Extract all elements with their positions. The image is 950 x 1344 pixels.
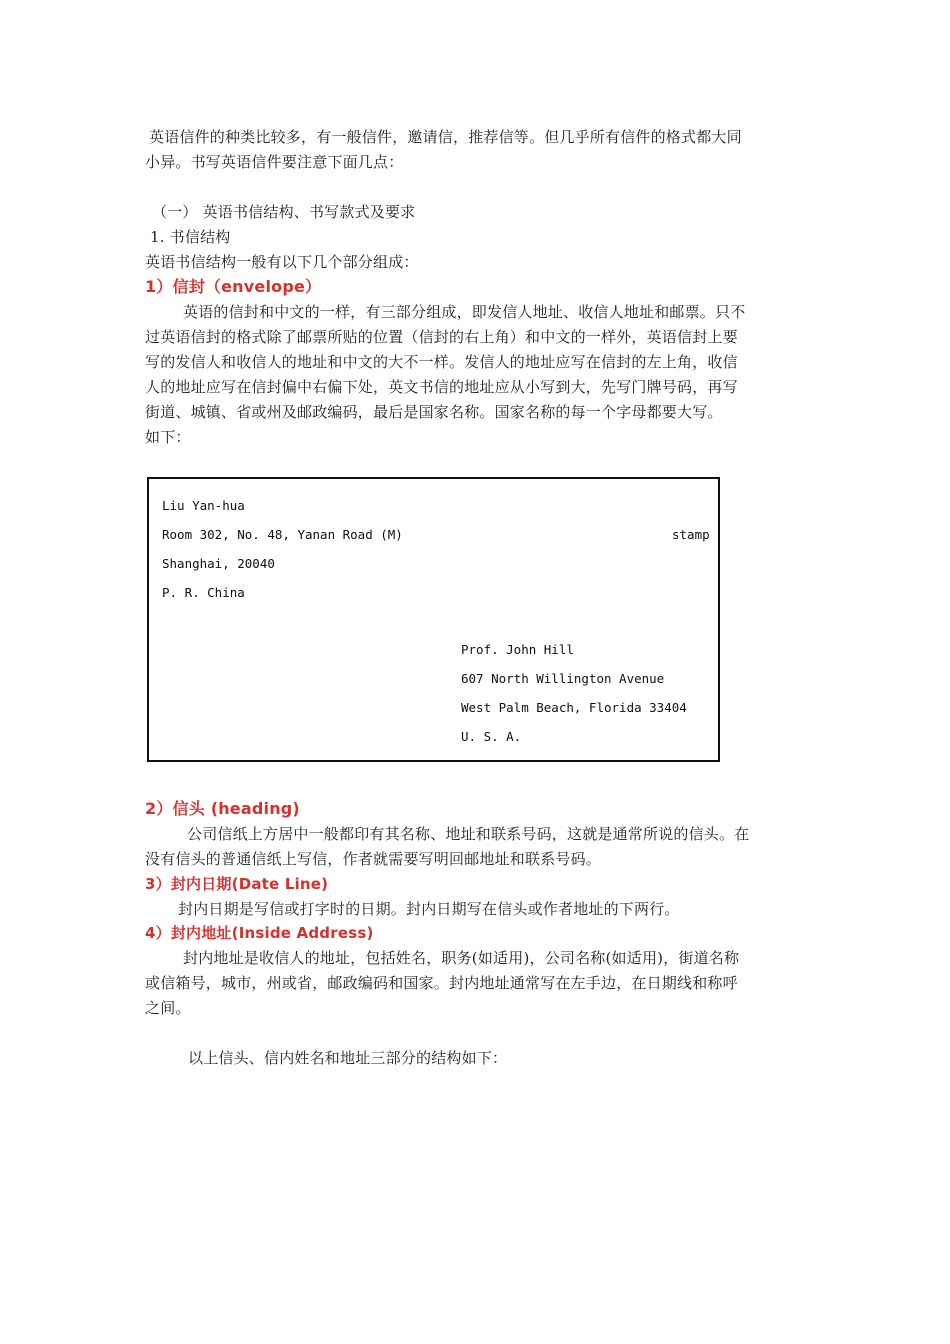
closing-line: 以上信头、信内姓名和地址三部分的结构如下： [188, 1049, 508, 1067]
recipient-street: 607 North Willington Avenue [461, 671, 665, 686]
stamp-label: stamp [672, 527, 710, 542]
envelope-paragraph-line: 写的发信人和收信人的地址和中文的大不一样。发信人的地址应写在信封的左上角，收信 [145, 353, 738, 371]
envelope-paragraph-line: 过英语信封的格式除了邮票所贴的位置（信封的右上角）和中文的一样外，英语信封上要 [145, 328, 738, 346]
recipient-name: Prof. John Hill [461, 642, 574, 657]
envelope-illustration [147, 477, 720, 762]
heading-paragraph-line: 公司信纸上方居中一般都印有其名称、地址和联系号码，这就是通常所说的信头。在 [187, 825, 750, 843]
envelope-paragraph-line: 人的地址应写在信封偏中右偏下处，英文书信的地址应从小写到大，先写门牌号码，再写 [145, 378, 738, 396]
intro-line-1: 英语信件的种类比较多，有一般信件，邀请信，推荐信等。但几乎所有信件的格式都大同 [149, 128, 742, 146]
sender-country: P. R. China [162, 585, 245, 600]
envelope-paragraph-line: 街道、城镇、省或州及邮政编码，最后是国家名称。国家名称的每一个字母都要大写。 [145, 403, 723, 421]
sender-name: Liu Yan-hua [162, 498, 245, 513]
envelope-heading: 1）信封（envelope） [145, 277, 322, 296]
inside-address-title: 4）封内地址(Inside Address) [145, 924, 374, 942]
section-title: （一） 英语书信结构、书写款式及要求 [152, 203, 416, 221]
date-line-paragraph: 封内日期是写信或打字时的日期。封内日期写在信头或作者地址的下两行。 [178, 900, 680, 918]
sender-city: Shanghai, 20040 [162, 556, 275, 571]
recipient-city: West Palm Beach, Florida 33404 [461, 700, 687, 715]
date-line-title: 3）封内日期(Date Line) [145, 875, 329, 893]
heading-paragraph-line: 没有信头的普通信纸上写信，作者就需要写明回邮地址和联系号码。 [145, 850, 602, 868]
intro-line-2: 小异。书写英语信件要注意下面几点： [145, 153, 404, 171]
inside-address-paragraph-line: 封内地址是收信人的地址，包括姓名，职务(如适用)，公司名称(如适用)，街道名称 [183, 949, 740, 967]
inside-address-paragraph-line: 或信箱号，城市，州或省，邮政编码和国家。封内地址通常写在左手边，在日期线和称呼 [145, 974, 738, 992]
sub-title: 1. 书信结构 [150, 228, 231, 246]
sub-intro: 英语书信结构一般有以下几个部分组成： [145, 253, 419, 271]
recipient-country: U. S. A. [461, 729, 522, 744]
inside-address-paragraph-line: 之间。 [145, 999, 191, 1017]
envelope-paragraph-line: 英语的信封和中文的一样，有三部分组成，即发信人地址、收信人地址和邮票。只不 [183, 303, 746, 321]
heading-section-title: 2）信头 (heading) [145, 799, 300, 818]
sender-street: Room 302, No. 48, Yanan Road (M) [162, 527, 403, 542]
envelope-paragraph-line: 如下： [145, 428, 191, 446]
